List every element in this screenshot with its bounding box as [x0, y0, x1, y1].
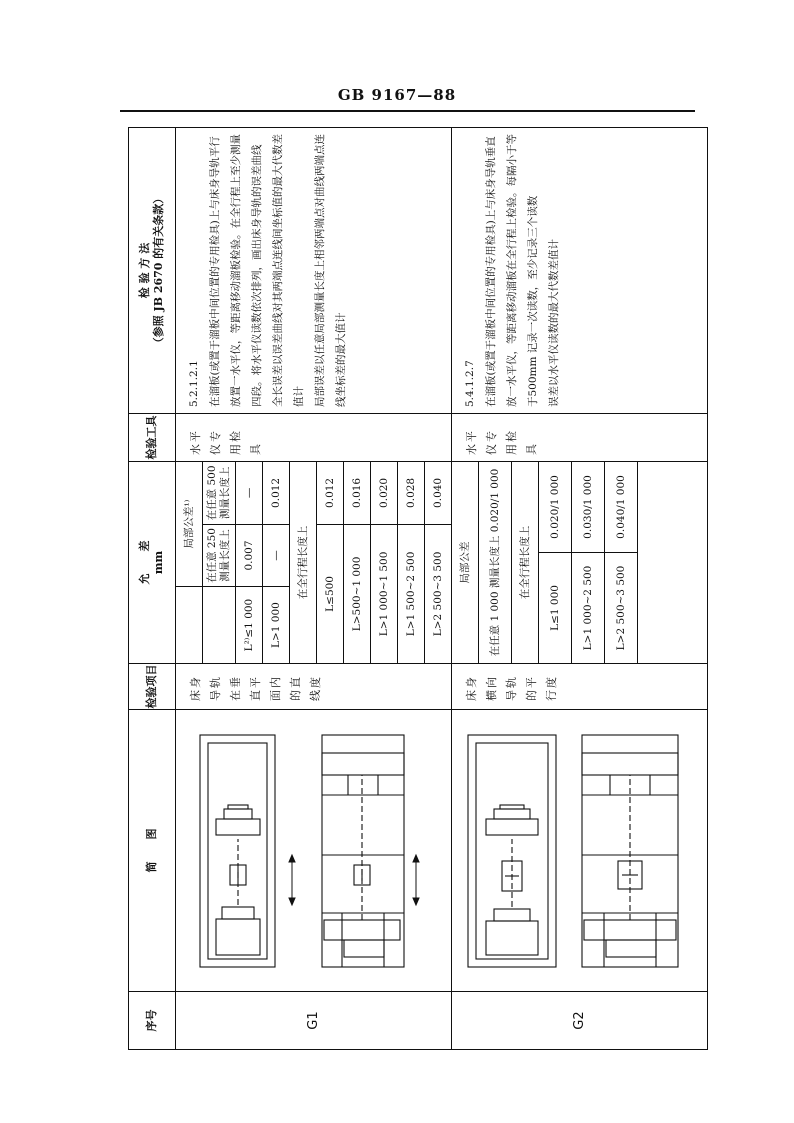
full-label-g2: L>2 500~3 500	[605, 552, 638, 663]
method-clause-g2: 5.4.1.2.7	[464, 360, 476, 407]
tolerance-g1	[176, 462, 452, 664]
local-label-g1: L>1 000	[263, 587, 290, 663]
full-label-g1: L>500~1 000	[344, 524, 371, 663]
col-item: 检验项目	[129, 664, 176, 710]
full-value-g1: 0.028	[398, 462, 425, 524]
full-title-g2: 在全行程长度上	[512, 462, 539, 663]
tolerance-table-g1	[176, 462, 451, 663]
tolerance-table-g2	[452, 462, 696, 663]
full-label-g2: L≤1 000	[539, 552, 572, 663]
local-value-g1: 0.007	[236, 524, 263, 586]
method-text-g1: 局部误差以任意局部测量长度上相邻两端点对曲线两端点连线坐标差的最大值计	[314, 134, 347, 407]
full-label-g1: L≤500	[317, 524, 344, 663]
inspection-table	[128, 127, 708, 1050]
diagram-g2	[452, 710, 708, 992]
table-row-g1	[176, 128, 452, 1050]
tool-g1: 水平仪专用检具	[176, 414, 452, 462]
seq-g2: G2	[452, 992, 708, 1050]
seq-g1: G1	[176, 992, 452, 1050]
local-label-g1: L²⁾≤1 000	[236, 587, 263, 663]
landscape-page	[128, 128, 692, 1050]
local-value-g1: —	[263, 524, 290, 586]
col-diagram: 简 图	[129, 710, 176, 992]
item-g2: 床身横向导轨的平行度	[452, 664, 708, 710]
tool-g2: 水平仪专用检具	[452, 414, 708, 462]
tolerance-blank-g2	[638, 462, 697, 663]
full-label-g1: L>1 000~1 500	[371, 524, 398, 663]
col-tolerance-unit: mm	[152, 550, 165, 575]
method-g2	[452, 128, 708, 414]
col-tool: 检验工具	[129, 414, 176, 462]
full-value-g1: 0.020	[371, 462, 398, 524]
local-row-g2: 在任意 1 000 测量长度上 0.020/1 000	[479, 462, 512, 663]
local-value-g1: 0.012	[263, 462, 290, 524]
rotated-table-container	[128, 128, 692, 1050]
col-250-g1: 在任意 250 测量长度上	[203, 524, 236, 586]
method-clause-g1: 5.2.1.2.1	[188, 360, 200, 407]
full-title-g1: 在全行程长度上	[290, 462, 317, 663]
col-method-title: 检 验 方 法	[138, 242, 151, 299]
header-row	[129, 128, 176, 1050]
col-method-ref: （参照 JB 2670 的有关条款）	[152, 192, 165, 349]
full-value-g1: 0.016	[344, 462, 371, 524]
col-500-g1: 在任意 500 测量长度上	[203, 462, 236, 524]
local-value-g1: —	[236, 462, 263, 524]
bed-diagram-g2	[460, 716, 696, 986]
full-label-g1: L>2 500~3 500	[425, 524, 452, 663]
item-g1: 床身导轨在垂直平面内的直线度	[176, 664, 452, 710]
col-tolerance	[129, 462, 176, 664]
col-seq: 序号	[129, 992, 176, 1050]
method-text-g2: 在溜板(或置于溜板中间位置的专用检具)上与床身导轨垂直放一水平仪，等距离移动溜板在全行程上检验。每隔小于等于500mm 记录一次读数，至少记录三个读数	[485, 134, 539, 407]
local-title-g2: 局部公差	[452, 462, 479, 663]
method-text-g1: 在溜板(或置于溜板中间位置的专用检具)上与床身导轨平行放置一水平仪，等距离移动溜板检验。在全行程上至少测量四段。将水平仪读数依次排列，画出床身导轨的误差曲线	[209, 134, 263, 407]
full-label-g1: L>1 500~2 500	[398, 524, 425, 663]
diagram-g1	[176, 710, 452, 992]
method-g1	[176, 128, 452, 414]
table-row-g2	[452, 128, 708, 1050]
full-value-g2: 0.020/1 000	[539, 462, 572, 552]
full-value-g1: 0.012	[317, 462, 344, 524]
col-method	[129, 128, 176, 414]
method-text-g2: 误差以水平仪读数的最大代数差值计	[548, 239, 560, 407]
method-text-g1: 全长误差以误差曲线对其两端点连线间坐标值的最大代数差值计	[272, 134, 305, 407]
header-rule	[120, 110, 695, 112]
full-value-g1: 0.040	[425, 462, 452, 524]
full-value-g2: 0.030/1 000	[572, 462, 605, 552]
page-header: GB 9167—88	[337, 86, 457, 104]
col-tolerance-title: 允 差	[138, 540, 151, 585]
local-title-g1: 局部公差¹⁾	[176, 462, 203, 587]
full-label-g2: L>1 000~2 500	[572, 552, 605, 663]
tolerance-g2	[452, 462, 708, 664]
bed-diagram-g1	[194, 716, 430, 986]
full-value-g2: 0.040/1 000	[605, 462, 638, 552]
